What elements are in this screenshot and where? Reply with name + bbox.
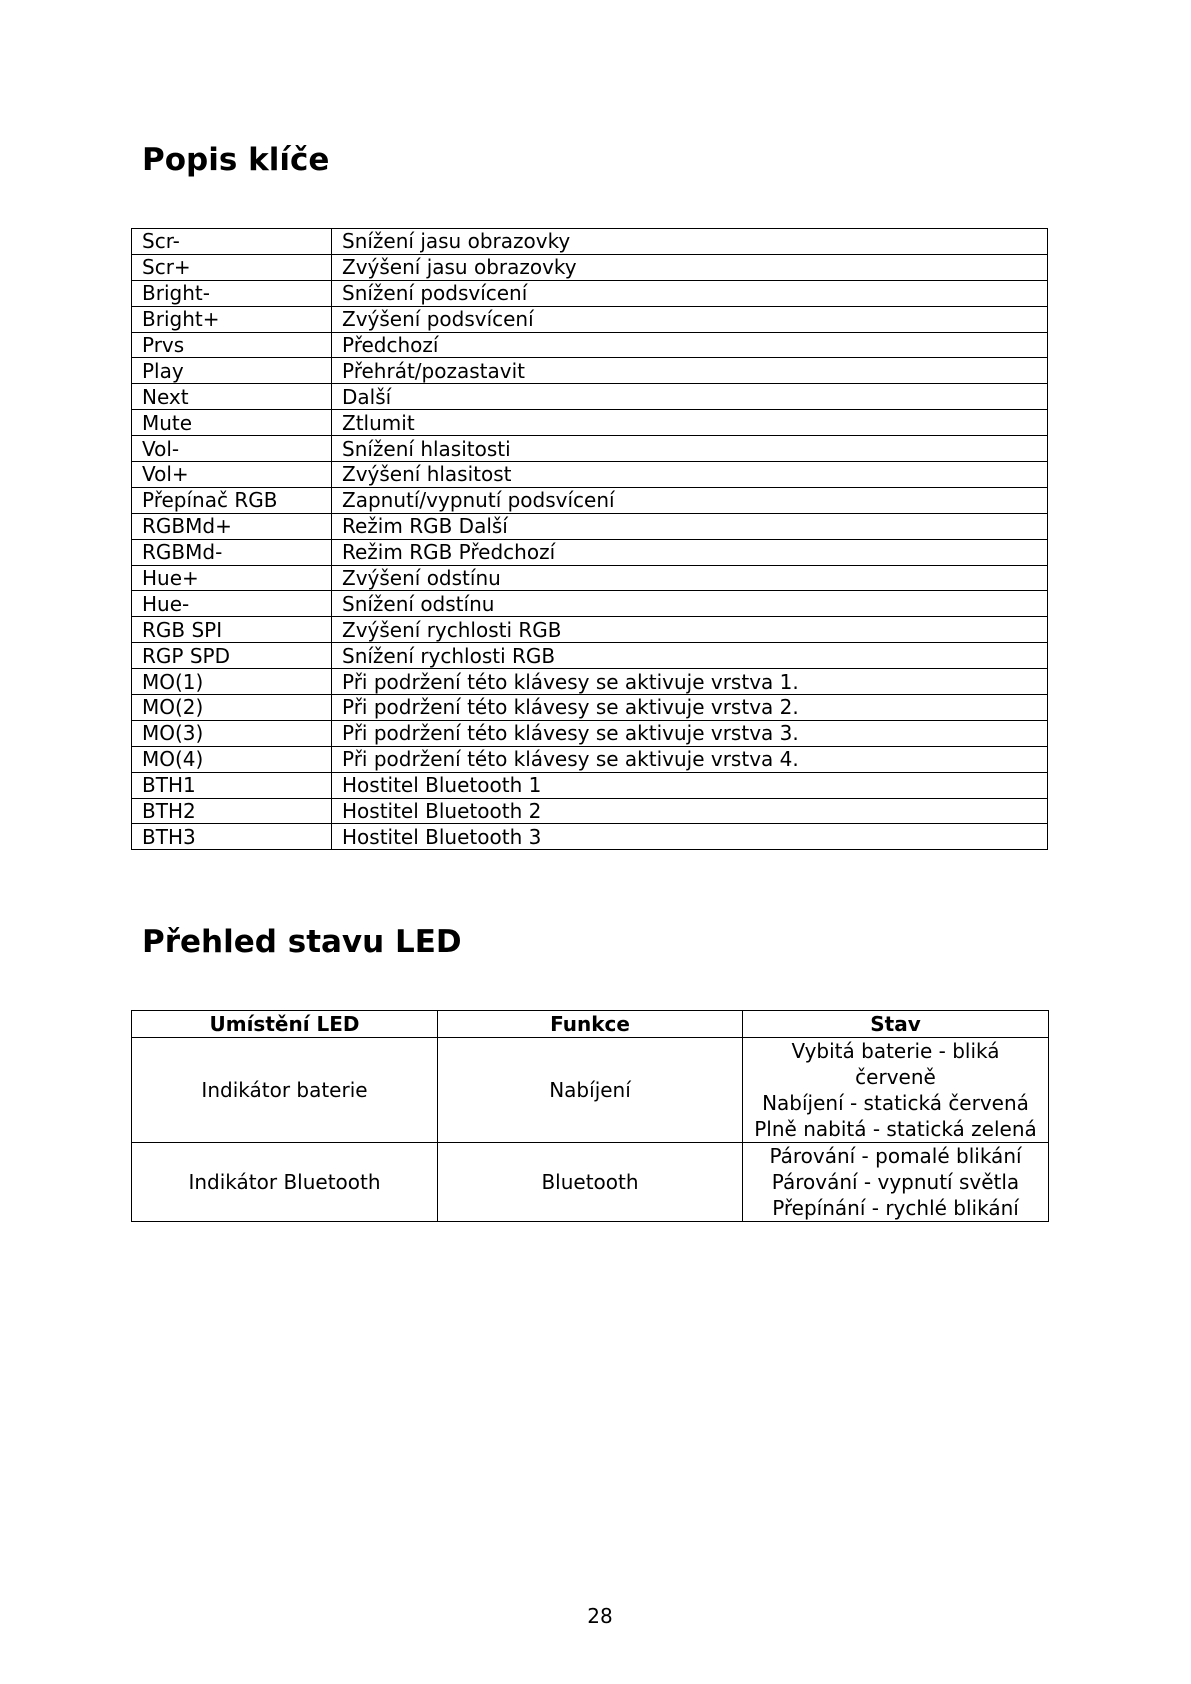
table-row [132, 410, 1048, 436]
table-row [132, 513, 1048, 539]
table-row [132, 695, 1048, 721]
key-desc-cell: Zvýšení odstínu [332, 565, 1048, 591]
key-name-cell: MO(2) [132, 695, 332, 721]
led-status-table [131, 1010, 1049, 1222]
column-header-function: Funkce [438, 1011, 743, 1038]
table-row [132, 643, 1048, 669]
table-row [132, 384, 1048, 410]
column-header-status: Stav [743, 1011, 1049, 1038]
key-desc-cell: Přehrát/pozastavit [332, 358, 1048, 384]
key-desc-cell: Hostitel Bluetooth 2 [332, 798, 1048, 824]
section-title-key-description: Popis klíče [142, 142, 330, 178]
key-name-cell: Bright- [132, 280, 332, 306]
key-desc-cell: Při podržení této klávesy se aktivuje vrstva 2. [332, 695, 1048, 721]
table-row [132, 720, 1048, 746]
table-row [132, 798, 1048, 824]
table-row [132, 539, 1048, 565]
table-row [132, 462, 1048, 488]
table-row [132, 358, 1048, 384]
key-desc-cell: Zapnutí/vypnutí podsvícení [332, 487, 1048, 513]
section-title-led-status: Přehled stavu LED [142, 924, 462, 960]
status-line: Plně nabitá - statická zelená [754, 1117, 1037, 1141]
key-name-cell: BTH2 [132, 798, 332, 824]
key-name-cell: RGB SPI [132, 617, 332, 643]
key-name-cell: Scr- [132, 229, 332, 255]
key-desc-cell: Zvýšení rychlosti RGB [332, 617, 1048, 643]
key-desc-cell: Hostitel Bluetooth 1 [332, 772, 1048, 798]
led-function-cell: Nabíjení [438, 1038, 743, 1143]
led-location-cell: Indikátor Bluetooth [132, 1143, 438, 1222]
key-name-cell: Next [132, 384, 332, 410]
table-row [132, 229, 1048, 255]
key-desc-cell: Zvýšení hlasitost [332, 462, 1048, 488]
table-row [132, 591, 1048, 617]
key-name-cell: MO(4) [132, 746, 332, 772]
table-row [132, 824, 1048, 850]
table-row [132, 565, 1048, 591]
key-desc-cell: Zvýšení jasu obrazovky [332, 254, 1048, 280]
key-name-cell: Hue+ [132, 565, 332, 591]
key-description-table [131, 228, 1048, 850]
key-desc-cell: Ztlumit [332, 410, 1048, 436]
table-row [132, 332, 1048, 358]
table-row [132, 1038, 1049, 1143]
status-line: Vybitá baterie - bliká červeně [791, 1039, 1000, 1089]
key-desc-cell: Snížení jasu obrazovky [332, 229, 1048, 255]
status-line: Párování - pomalé blikání [769, 1144, 1022, 1168]
key-desc-cell: Snížení rychlosti RGB [332, 643, 1048, 669]
table-row [132, 617, 1048, 643]
key-name-cell: MO(3) [132, 720, 332, 746]
table-row [132, 669, 1048, 695]
table-row [132, 487, 1048, 513]
key-name-cell: Vol- [132, 436, 332, 462]
status-line: Přepínání - rychlé blikání [772, 1196, 1019, 1220]
key-name-cell: MO(1) [132, 669, 332, 695]
key-name-cell: BTH1 [132, 772, 332, 798]
led-status-cell [743, 1143, 1049, 1222]
status-line: Párování - vypnutí světla [771, 1170, 1020, 1194]
key-desc-cell: Předchozí [332, 332, 1048, 358]
led-function-cell: Bluetooth [438, 1143, 743, 1222]
key-name-cell: RGP SPD [132, 643, 332, 669]
page-number: 28 [587, 1604, 613, 1628]
key-name-cell: Prvs [132, 332, 332, 358]
table-row [132, 254, 1048, 280]
table-row [132, 772, 1048, 798]
status-line: Nabíjení - statická červená [762, 1091, 1029, 1115]
key-name-cell: Přepínač RGB [132, 487, 332, 513]
key-desc-cell: Při podržení této klávesy se aktivuje vrstva 3. [332, 720, 1048, 746]
key-desc-cell: Při podržení této klávesy se aktivuje vrstva 4. [332, 746, 1048, 772]
key-name-cell: Hue- [132, 591, 332, 617]
key-name-cell: Bright+ [132, 306, 332, 332]
led-location-cell: Indikátor baterie [132, 1038, 438, 1143]
key-name-cell: Scr+ [132, 254, 332, 280]
key-desc-cell: Zvýšení podsvícení [332, 306, 1048, 332]
table-row [132, 280, 1048, 306]
table-row [132, 746, 1048, 772]
key-desc-cell: Režim RGB Další [332, 513, 1048, 539]
key-name-cell: Vol+ [132, 462, 332, 488]
key-desc-cell: Hostitel Bluetooth 3 [332, 824, 1048, 850]
key-name-cell: Mute [132, 410, 332, 436]
column-header-location: Umístění LED [132, 1011, 438, 1038]
table-row [132, 436, 1048, 462]
key-desc-cell: Snížení podsvícení [332, 280, 1048, 306]
key-desc-cell: Snížení hlasitosti [332, 436, 1048, 462]
led-status-cell [743, 1038, 1049, 1143]
key-name-cell: RGBMd+ [132, 513, 332, 539]
key-desc-cell: Další [332, 384, 1048, 410]
key-name-cell: BTH3 [132, 824, 332, 850]
key-desc-cell: Při podržení této klávesy se aktivuje vrstva 1. [332, 669, 1048, 695]
table-header-row [132, 1011, 1049, 1038]
key-name-cell: Play [132, 358, 332, 384]
key-desc-cell: Snížení odstínu [332, 591, 1048, 617]
table-row [132, 1143, 1049, 1222]
table-row [132, 306, 1048, 332]
key-name-cell: RGBMd- [132, 539, 332, 565]
key-desc-cell: Režim RGB Předchozí [332, 539, 1048, 565]
